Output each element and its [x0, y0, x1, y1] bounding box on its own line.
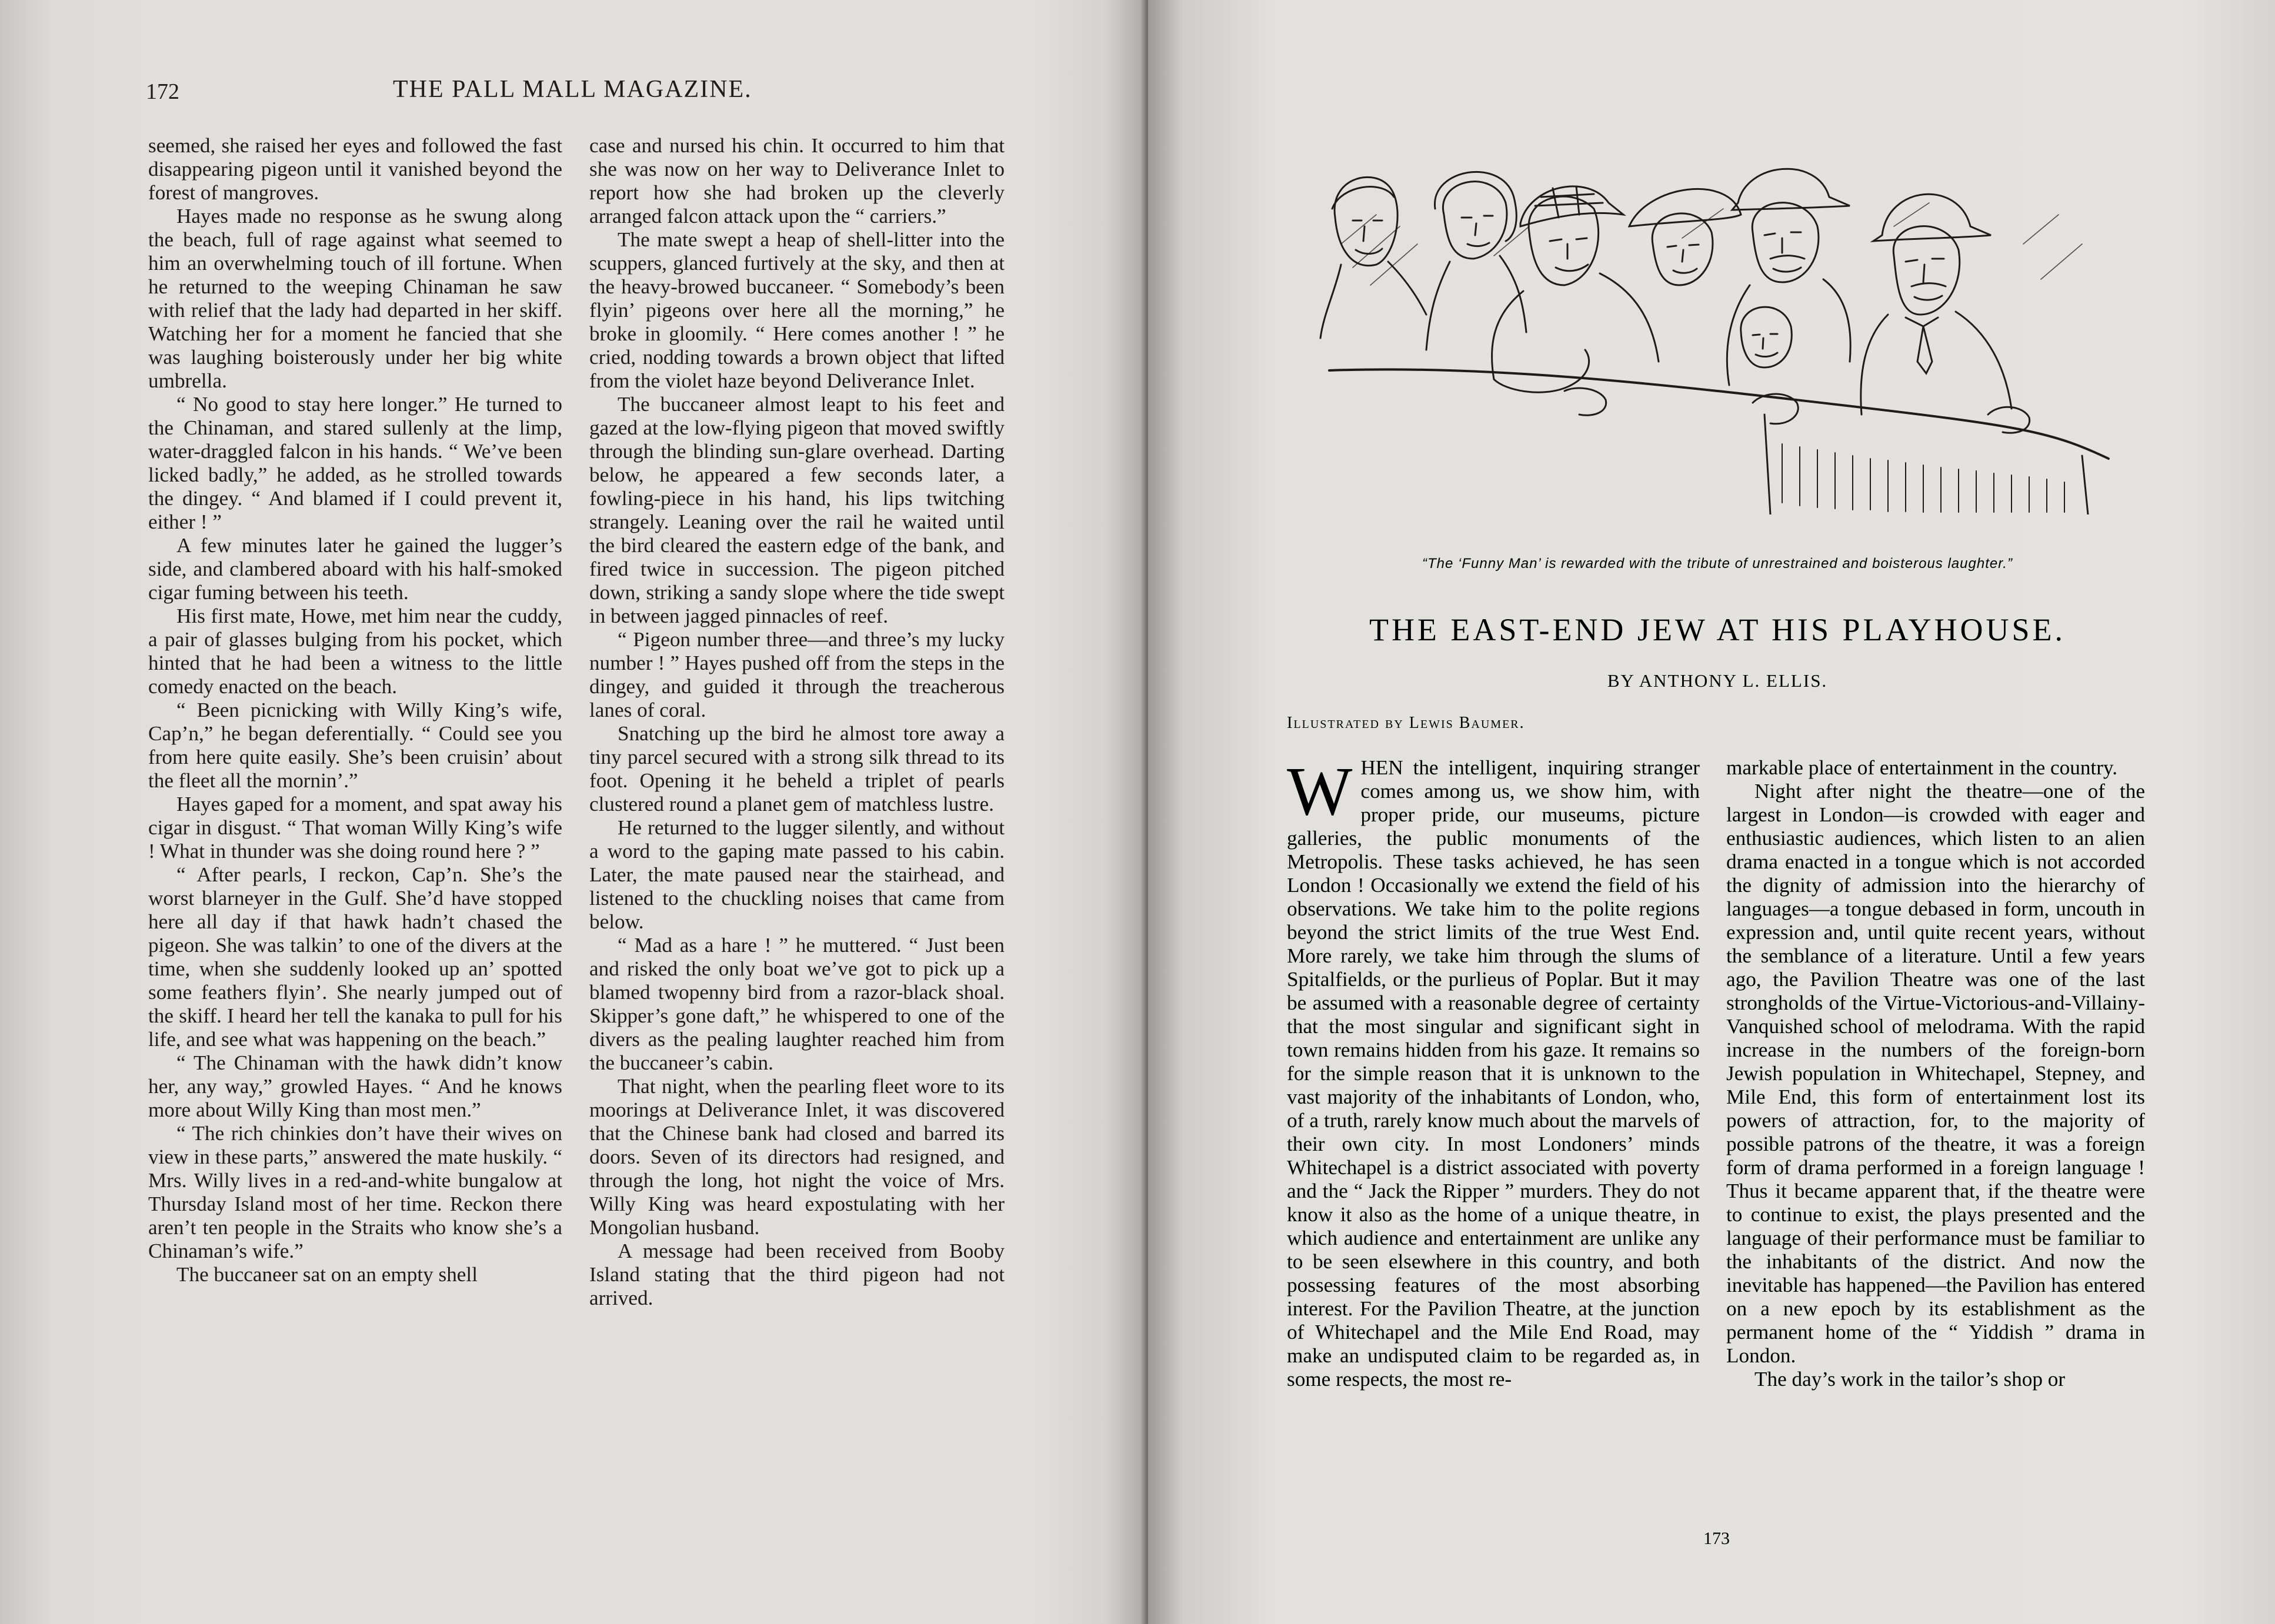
paragraph: “ The rich chinkies don’t have their wives on view in these parts,” answered the mate huskily. “ Mrs. Willy lives in a red-and-white bungalow at Thursday Island most of her time. Reckon there aren’t ten people in the Straits who know she’s a Chinaman’s wife.”	[148, 1122, 562, 1262]
text-column-2	[589, 134, 1005, 1310]
paragraph: His first mate, Howe, met him near the cuddy, a pair of glasses bulging from his pocket, which hinted that he had been a witness to the little comedy enacted on the beach.	[148, 604, 562, 698]
text-column-4	[1726, 756, 2145, 1391]
audience-illustration	[1317, 138, 2117, 514]
paragraph: “ No good to stay here longer.” He turned to the Chinaman, and stared sullenly at the limp, water-draggled falcon in his hands. “ We’ve been licked badly,” he added, as he strolled towards the dingey. “ And blamed if I could prevent it, either ! ”	[148, 393, 562, 533]
page-number-right: 173	[1703, 1529, 1730, 1548]
article-title: THE EAST-END JEW AT HIS PLAYHOUSE.	[1369, 612, 2066, 647]
paragraph: He returned to the lugger silently, and without a word to the gaping mate passed to his cabin. Later, the mate paused near the stairhead, and listened to the chuckling noises that came from below.	[589, 816, 1005, 933]
text-column-1	[148, 134, 562, 1286]
paragraph-text: HEN the intelligent, inquiring stranger comes among us, we show him, with proper pride, our museums, picture galleries, the public monuments of the Metropolis. These tasks achieved, he has seen London ! Occasionally we extend the field of his observations. We take him to the polite regions beyond the strict limits of the true West End. More rarely, we take him through the slums of Spitalfields, or the purlieus of Poplar. But it may be assumed with a reasonable degree of certainty that the most singular and significant sight in town remains hidden from his gaze. It remains so for the simple reason that it is unknown to the vast majority of the inhabitants of London, who, of a truth, rarely know much about the marvels of their own city. In most Londoners’ minds Whitechapel is a district associated with poverty and the “ Jack the Ripper ” murders. They do not know it also as the home of a unique theatre, in which audience and entertainment are unlike any to be seen elsewhere in this country, and both possessing features of the most absorbing interest. For the Pavilion Theatre, at the junction of Whitechapel and the Mile End Road, may make an undisputed claim to be regarded as, in some respects, the most re-	[1287, 756, 1700, 1391]
paragraph: “ Mad as a hare ! ” he muttered. “ Just been and risked the only boat we’ve got to pick up a blamed twopenny bird from a razor-black shoal. Skipper’s gone daft,” he whispered to one of the divers as the pealing laughter reached him from the buccaneer’s cabin.	[589, 934, 1005, 1074]
paragraph: “ The Chinaman with the hawk didn’t know her, any way,” growled Hayes. “ And he knows more about Willy King than most men.”	[148, 1051, 562, 1121]
paragraph: “ After pearls, I reckon, Cap’n. She’s the worst blarneyer in the Gulf. She’d have stopped here all day if that hawk hadn’t chased the pigeon. She was talkin’ to one of the divers at the time, when she suddenly looked up an’ spotted some feathers flyin’. She nearly jumped out of the skiff. I heard her tell the kanaka to pull for his life, and see what was happening on the beach.”	[148, 863, 562, 1051]
paragraph: Hayes made no response as he swung along the beach, full of rage against what seemed to him an overwhelming touch of ill fortune. When he returned to the weeping Chinaman he saw with relief that the lady had departed in her skiff. Watching her for a moment he fancied that she was laughing boisterously under her big white umbrella.	[148, 205, 562, 392]
paragraph: Hayes gaped for a moment, and spat away his cigar in disgust. “ That woman Willy King’s wife ! What in thunder was she doing round here ? ”	[148, 793, 562, 863]
drop-cap: W	[1287, 753, 1353, 830]
paragraph: A few minutes later he gained the lugger’s side, and clambered aboard with his half-smoked cigar fuming between his teeth.	[148, 534, 562, 604]
paragraph: A message had been received from Booby Island stating that the third pigeon had not arrived.	[589, 1239, 1005, 1309]
paragraph: case and nursed his chin. It occurred to him that she was now on her way to Deliverance Inlet to report how she had broken up the cleverly arranged falcon attack upon the “ carriers.”	[589, 134, 1005, 228]
byline: BY ANTHONY L. ELLIS.	[1607, 670, 1828, 691]
paragraph: The buccaneer sat on an empty shell	[176, 1263, 478, 1286]
page-number: 172	[146, 79, 179, 104]
paragraph	[1287, 753, 1700, 1391]
paragraph: “ Pigeon number three—and three’s my lucky number ! ” Hayes pushed off from the steps in the dingey, and guided it through the treacherous lanes of coral.	[589, 628, 1005, 721]
paragraph: The mate swept a heap of shell-litter into the scuppers, glanced furtively at the sky, and then at the heavy-browed buccaneer. “ Somebody’s been flyin’ pigeons over here all the morning,” he broke in gloomily. “ Here comes another ! ” he cried, nodding towards a brown object that lifted from the violet haze beyond Deliverance Inlet.	[589, 228, 1005, 392]
text-column-3	[1287, 753, 1700, 1391]
magazine-title: THE PALL MALL MAGAZINE.	[393, 76, 752, 103]
paragraph: seemed, she raised her eyes and followed the fast disappearing pigeon until it vanished beyond the forest of mangroves.	[148, 134, 562, 204]
paragraph: Snatching up the bird he almost tore away a tiny parcel secured with a strong silk thread to its foot. Opening it he beheld a triplet of pearls clustered round a planet gem of matchless lustre.	[589, 722, 1005, 816]
paragraph: That night, when the pearling fleet wore to its moorings at Deliverance Inlet, it was discovered that the Chinese bank had closed and barred its doors. Seven of its directors had resigned, and through the long, hot night the voice of Mrs. Willy King was heard expostulating with her Mongolian husband.	[589, 1075, 1005, 1239]
running-head	[146, 75, 1005, 111]
illustration-caption: “The ‘Funny Man’ is rewarded with the tribute of unrestrained and boisterous laughter.”	[1422, 556, 2013, 572]
paragraph: Night after night the theatre—one of the largest in London—is crowded with eager and enthusiastic audiences, which listen to an alien drama enacted in a tongue which is not accorded the dignity of admission into the hierarchy of languages—a tongue debased in form, uncouth in expression and, until quite recent years, without the semblance of a literature. Until a few years ago, the Pavilion Theatre was one of the last strongholds of the Virtue-Victorious-and-Villainy-Vanquished school of melodrama. With the rapid increase in the numbers of the foreign-born Jewish population in Whitechapel, Stepney, and Mile End, this form of entertainment lost its powers of attraction, for, to the majority of possible patrons of the theatre, it was a foreign form of drama performed in a foreign language ! Thus it became apparent that, if the theatre were to continue to exist, the plays presented and the language of their performance must be familiar to the inhabitants of the district. And now the inevitable has happened—the Pavilion has entered on a new epoch by its establishment as the permanent home of the “ Yiddish ” drama in London.	[1726, 780, 2145, 1367]
paragraph: The day’s work in the tailor’s shop or	[1754, 1368, 2066, 1391]
illustrator-credit: Illustrated by Lewis Baumer.	[1287, 714, 1525, 732]
paragraph: The buccaneer almost leapt to his feet and gazed at the low-flying pigeon that moved swiftly through the blinding sun-glare overhead. Darting below, he appeared a few seconds later, a fowling-piece in his hand, his lips twitching strangely. Leaning over the rail he waited until the bird cleared the eastern edge of the bank, and fired twice in succession. The pigeon pitched down, striking a sandy slope where the tide swept in between jagged pinnacles of reef.	[589, 393, 1005, 627]
paragraph: “ Been picnicking with Willy King’s wife, Cap’n,” he began deferentially. “ Could see you from here quite easily. She’s been cruisin’ about the fleet all the mornin’.”	[148, 699, 562, 792]
paragraph: markable place of entertainment in the country.	[1726, 756, 2118, 779]
